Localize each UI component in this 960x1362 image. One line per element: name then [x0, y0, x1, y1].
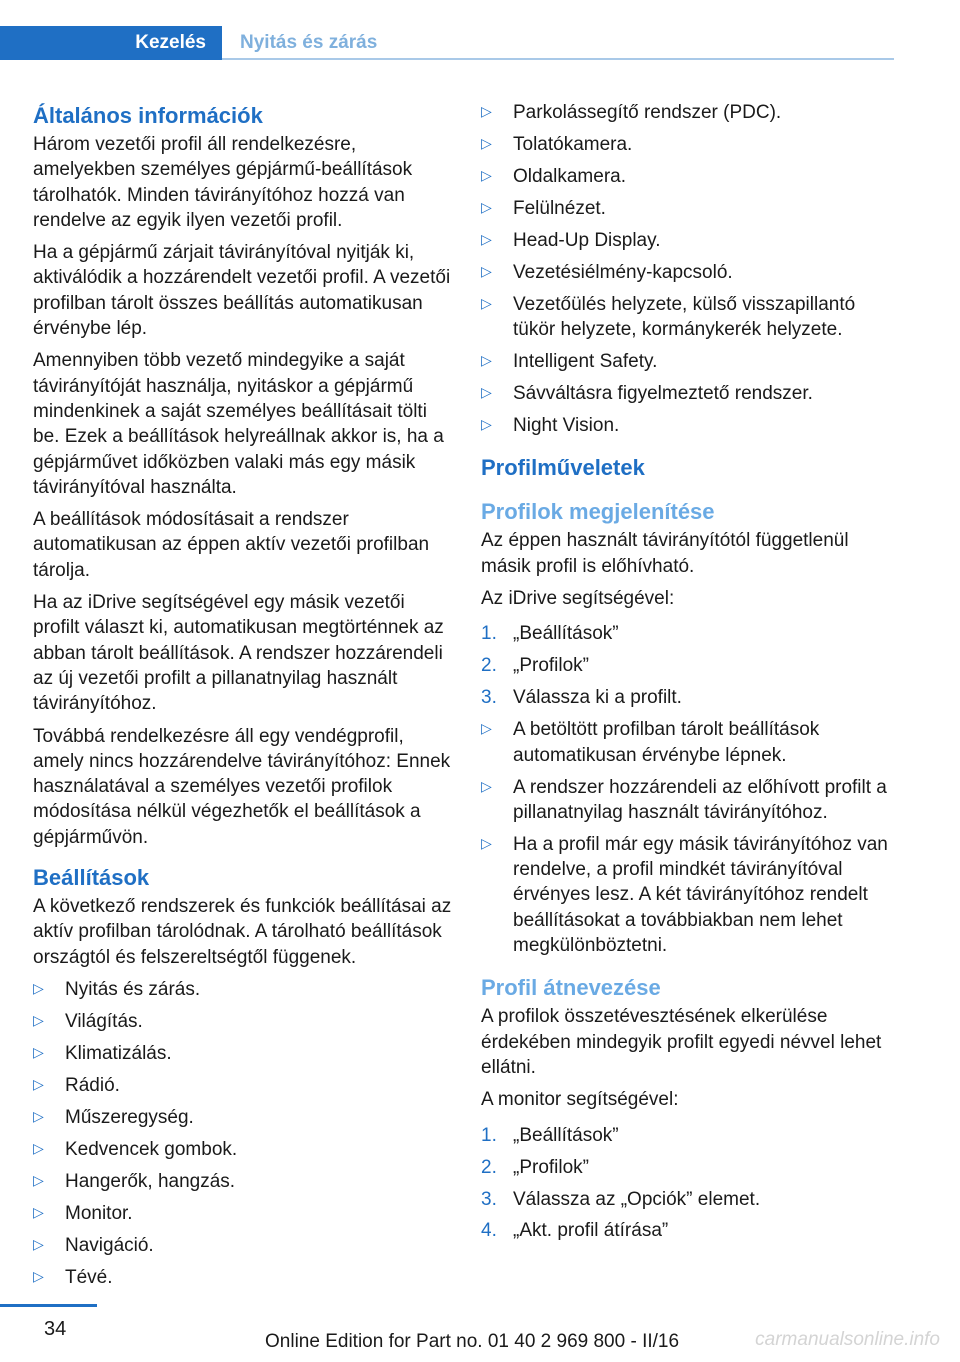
tab-kezeles[interactable]: Kezelés: [0, 26, 222, 60]
step-number: 3.: [481, 1188, 497, 1210]
tab-nyitas-es-zaras[interactable]: Nyitás és zárás: [240, 32, 378, 53]
list-item: ▷ Night Vision.: [481, 413, 901, 438]
paragraph: A következő rendszerek és funkciók beállításai az aktív profilban tárolódnak. A tárolható beállítások országtól és felszereltségtől függenek.: [33, 896, 452, 968]
list-item: ▷ Klimatizálás.: [33, 1041, 453, 1066]
paragraph: Amennyiben több vezető mindegyike a saját távirányítóját használja, nyitáskor a gépjármű mindenkinek a saját személyes beállításait tölti be. Ezek a beállítások helyreállnak akkor is, ha a gépjárművet időközben valaki más egy másik távirányítóval használta.: [33, 350, 444, 498]
paragraph: Három vezetői profil áll rendelkezésre, amelyekben személyes gépjármű-beállítások tárolhatók. Minden távirányítóhoz hozzá van rendelve az egyik ilyen vezetői profil.: [33, 134, 413, 231]
edition-note: Online Edition for Part no. 01 40 2 969 800 - II/16: [265, 1331, 680, 1352]
footer-divider: [0, 1304, 97, 1307]
list-item: ▷ Oldalkamera.: [481, 164, 901, 189]
list-item: ▷ Vezetésiélmény-kapcsoló.: [481, 260, 901, 285]
step-number: 3.: [481, 687, 497, 709]
step-text: „Beállítások”: [513, 623, 619, 645]
step-text: „Akt. profil átírása”: [513, 1220, 669, 1242]
page-header: [0, 26, 960, 62]
step-number: 2.: [481, 1156, 497, 1178]
list-item: ▷ Tolatókamera.: [481, 132, 901, 157]
step-item: [481, 653, 901, 678]
page-number: 34: [44, 1318, 67, 1340]
left-column: [33, 100, 453, 1297]
step-item: [481, 685, 901, 710]
list-item: ▷ Navigáció.: [33, 1233, 453, 1258]
list-item: ▷ Head-Up Display.: [481, 228, 901, 253]
paragraph: Az iDrive segítségével:: [481, 588, 675, 610]
notes-list: [481, 717, 901, 958]
step-text: Válassza ki a profilt.: [513, 687, 682, 709]
steps-list-idrive: [481, 621, 901, 710]
paragraph: Ha a gépjármű zárjait távirányítóval nyitják ki, aktiválódik a hozzárendelt vezetői profil. A vezetői profilban tárolt összes beállítás automatikusan érvénybe lép.: [33, 242, 451, 340]
watermark: carmanualsonline.info: [755, 1329, 940, 1350]
paragraph: Továbbá rendelkezésre áll egy vendégprofil, amely nincs hozzárendelve távirányítóhoz: Ennek használatával a személyes vezetői profilok módosítása nélkül végezhetők el beállítások a gépjárművön.: [33, 725, 451, 848]
heading-settings: Beállítások: [33, 865, 150, 891]
list-item: ▷ Sávváltásra figyelmeztető rendszer.: [481, 381, 901, 406]
step-item: [481, 1187, 901, 1212]
heading-profile-operations: Profilműveletek: [481, 455, 645, 481]
header-divider: [222, 58, 894, 60]
list-item: ▷ Kedvencek gombok.: [33, 1137, 453, 1162]
step-text: „Beállítások”: [513, 1124, 619, 1146]
list-item: ▷ Intelligent Safety.: [481, 349, 901, 374]
list-item: ▷ Műszeregység.: [33, 1105, 453, 1130]
paragraph: Az éppen használt távirányítótól függetlenül másik profil is előhívható.: [481, 530, 849, 577]
settings-list-continued: [481, 100, 901, 438]
list-item: ▷ A rendszer hozzárendeli az előhívott profilt a pillanatnyilag használt távirányítóhoz.: [481, 775, 901, 826]
step-number: 2.: [481, 655, 497, 677]
step-item: [481, 1123, 901, 1148]
paragraph: A beállítások módosításait a rendszer automatikusan az éppen aktív vezetői profilban tárolja.: [33, 509, 430, 581]
right-column: [481, 100, 901, 1250]
list-item: ▷ Vezetőülés helyzete, külső visszapillantó tükör helyzete, kormánykerék helyzete.: [481, 292, 901, 343]
heading-profile-display: Profilok megjelenítése: [481, 499, 715, 525]
list-item: ▷ A betöltött profilban tárolt beállítások automatikusan érvénybe lépnek.: [481, 717, 901, 768]
list-item: ▷ Parkolássegítő rendszer (PDC).: [481, 100, 901, 125]
step-text: „Profilok”: [513, 655, 590, 677]
step-number: 1.: [481, 1124, 497, 1146]
list-item: ▷ Hangerők, hangzás.: [33, 1169, 453, 1194]
list-item: ▷ Monitor.: [33, 1201, 453, 1226]
steps-list-monitor: [481, 1123, 901, 1244]
list-item: ▷ Világítás.: [33, 1009, 453, 1034]
step-item: [481, 1218, 901, 1243]
list-item: ▷ Tévé.: [33, 1265, 453, 1290]
step-number: 4.: [481, 1220, 497, 1242]
step-text: Válassza az „Opciók” elemet.: [513, 1188, 761, 1210]
settings-list: [33, 977, 453, 1290]
paragraph: Ha az iDrive segítségével egy másik vezetői profilt választ ki, automatikusan megtörténnek az abban tárolt beállítások. A rendszer hozzárendeli az új vezetői profilt a pillanatnyilag használt távirányítóhoz.: [33, 592, 444, 715]
list-item: ▷ Felülnézet.: [481, 196, 901, 221]
step-number: 1.: [481, 623, 497, 645]
list-item: ▷ Ha a profil már egy másik távirányítóhoz van rendelve, a profil mindkét távirányítóval érvényes lesz. A két távirányítóhoz rendelt beállításokat a továbbiakban nem lehet megkülönböztetni.: [481, 832, 901, 958]
step-item: [481, 621, 901, 646]
list-item: ▷ Nyitás és zárás.: [33, 977, 453, 1002]
step-text: „Profilok”: [513, 1156, 590, 1178]
heading-general-info: Általános információk: [33, 103, 263, 128]
heading-profile-rename: Profil átnevezése: [481, 975, 661, 1001]
list-item: ▷ Rádió.: [33, 1073, 453, 1098]
step-item: [481, 1155, 901, 1180]
paragraph: A profilok összetévesztésének elkerülése érdekében mindegyik profilt egyedi névvel lehet ellátni.: [481, 1006, 882, 1078]
paragraph: A monitor segítségével:: [481, 1089, 679, 1111]
